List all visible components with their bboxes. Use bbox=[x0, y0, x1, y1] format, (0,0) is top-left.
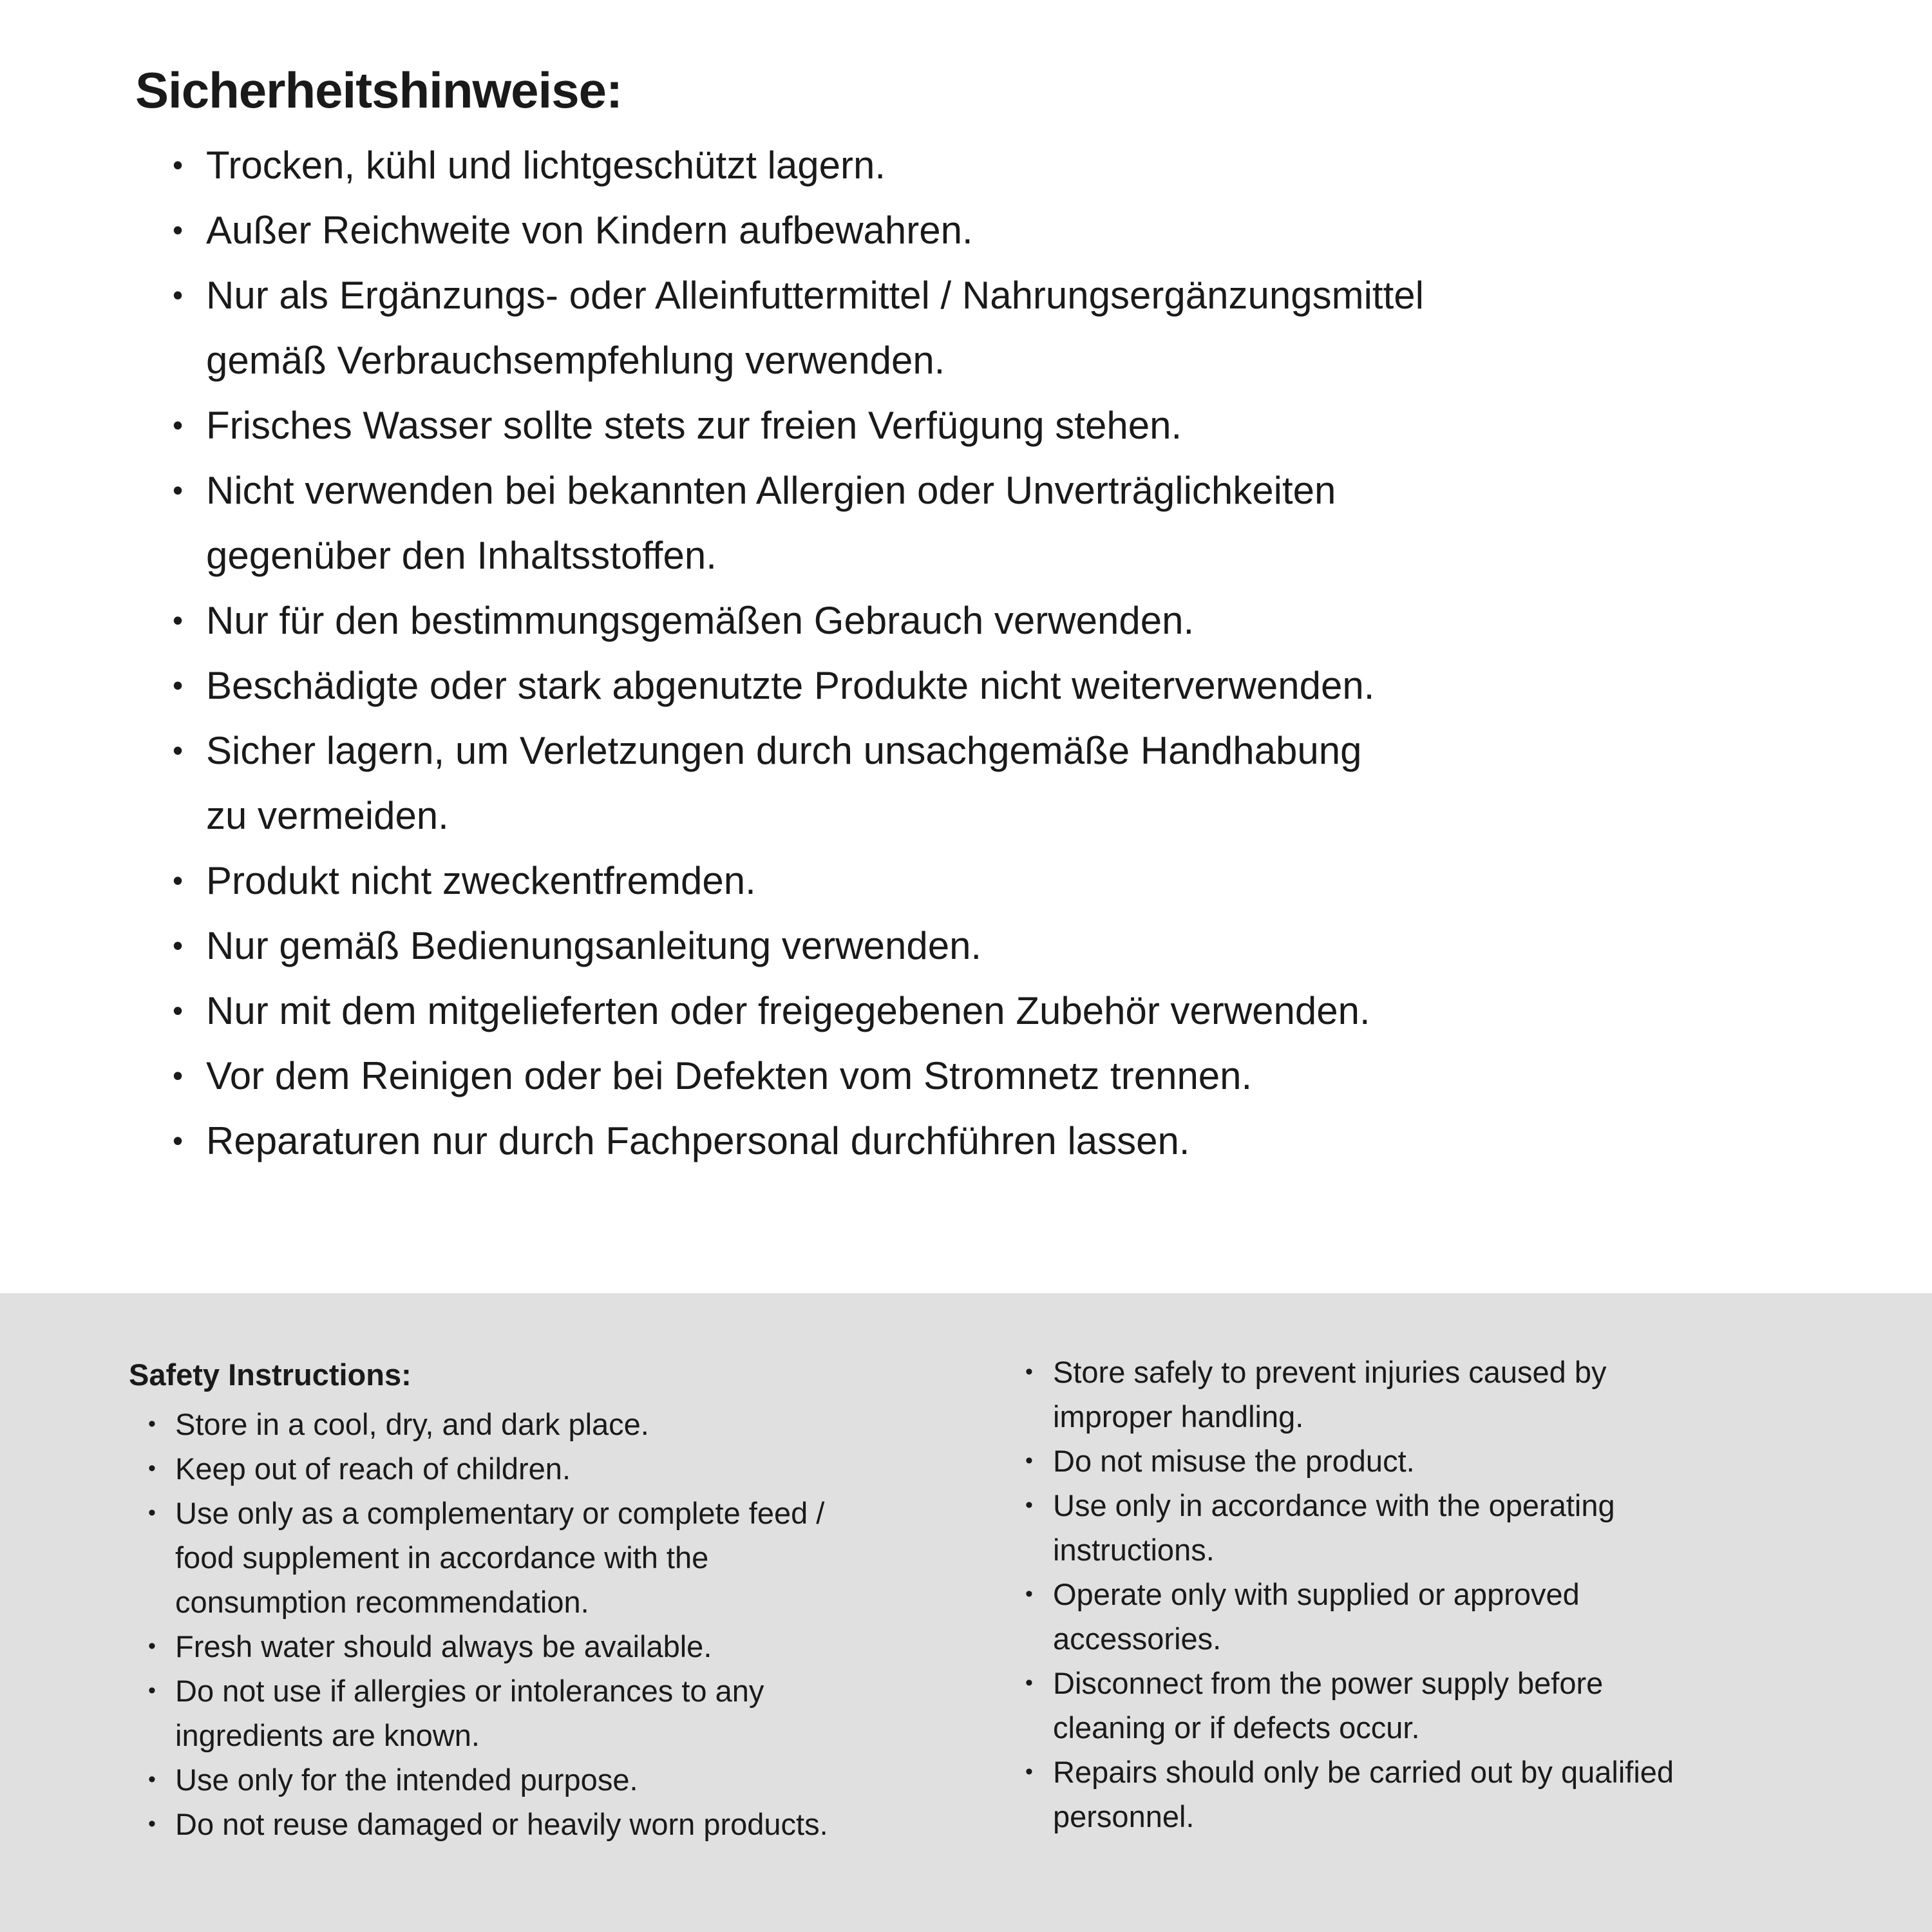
list-item-line: food supplement in accordance with the bbox=[175, 1540, 709, 1575]
list-item-line: • Fresh water should always be available. bbox=[175, 1629, 712, 1663]
list-item-line: • Use only in accordance with the operating bbox=[1053, 1488, 1615, 1522]
list-item bbox=[135, 263, 1932, 393]
list-item bbox=[135, 458, 1932, 588]
german-section-title: Sicherheitshinweise: bbox=[135, 62, 622, 118]
english-safety-list-left bbox=[129, 1402, 1005, 1846]
english-left-column bbox=[0, 1350, 1005, 1846]
list-item bbox=[1005, 1439, 1932, 1483]
list-item bbox=[129, 1402, 1005, 1446]
list-item-line: • Store safely to prevent injuries caused by bbox=[1053, 1355, 1607, 1389]
list-item-line: • Use only for the intended purpose. bbox=[175, 1763, 638, 1797]
list-item-line: • Vor dem Reinigen oder bei Defekten vom Stromnetz trennen. bbox=[206, 1054, 1253, 1097]
list-item bbox=[135, 588, 1932, 653]
list-item bbox=[1005, 1750, 1932, 1839]
list-item-line: • Keep out of reach of children. bbox=[175, 1452, 571, 1486]
english-right-column bbox=[1005, 1350, 1932, 1839]
list-item bbox=[135, 848, 1932, 913]
list-item bbox=[129, 1669, 1005, 1757]
list-item-line: • Disconnect from the power supply before bbox=[1053, 1666, 1604, 1700]
list-item-line: • Beschädigte oder stark abgenutzte Produkte nicht weiterverwenden. bbox=[206, 664, 1375, 707]
list-item-line: • Reparaturen nur durch Fachpersonal durchführen lassen. bbox=[206, 1119, 1190, 1162]
list-item bbox=[129, 1624, 1005, 1669]
list-item-line: improper handling. bbox=[1053, 1399, 1304, 1434]
list-item-line: zu vermeiden. bbox=[206, 794, 449, 837]
list-item bbox=[129, 1491, 1005, 1624]
list-item-line: ingredients are known. bbox=[175, 1718, 480, 1752]
list-item-line: • Sicher lagern, um Verletzungen durch unsachgemäße Handhabung bbox=[206, 729, 1362, 772]
list-item bbox=[135, 198, 1932, 263]
list-item bbox=[135, 653, 1932, 718]
list-item-line: instructions. bbox=[1053, 1533, 1215, 1567]
list-item bbox=[129, 1802, 1005, 1846]
list-item-line: • Do not reuse damaged or heavily worn products. bbox=[175, 1807, 828, 1841]
list-item bbox=[135, 718, 1932, 848]
list-item bbox=[1005, 1350, 1932, 1439]
list-item-line: consumption recommendation. bbox=[175, 1585, 589, 1619]
list-item-line: • Store in a cool, dry, and dark place. bbox=[175, 1407, 649, 1441]
list-item-line: • Nur mit dem mitgelieferten oder freigegebenen Zubehör verwenden. bbox=[206, 989, 1370, 1032]
list-item-line: cleaning or if defects occur. bbox=[1053, 1710, 1420, 1745]
list-item-line: • Operate only with supplied or approved bbox=[1053, 1577, 1580, 1611]
list-item bbox=[135, 913, 1932, 978]
list-item-line: • Use only as a complementary or complete feed / bbox=[175, 1496, 825, 1530]
list-item-line: • Produkt nicht zweckentfremden. bbox=[206, 859, 756, 902]
list-item bbox=[135, 393, 1932, 458]
list-item-line: • Repairs should only be carried out by qualified bbox=[1053, 1755, 1674, 1789]
english-safety-section bbox=[0, 1293, 1932, 1932]
list-item bbox=[1005, 1661, 1932, 1750]
list-item-line: gemäß Verbrauchsempfehlung verwenden. bbox=[206, 339, 945, 382]
list-item-line: • Nur als Ergänzungs- oder Alleinfuttermittel / Nahrungsergänzungsmittel bbox=[206, 274, 1424, 317]
list-item-line: accessories. bbox=[1053, 1622, 1222, 1656]
list-item-line: • Nicht verwenden bei bekannten Allergien oder Unverträglichkeiten bbox=[206, 469, 1336, 512]
list-item-line: • Do not misuse the product. bbox=[1053, 1444, 1415, 1478]
list-item-line: • Nur für den bestimmungsgemäßen Gebrauch verwenden. bbox=[206, 599, 1195, 642]
list-item bbox=[135, 978, 1932, 1043]
list-item-line: gegenüber den Inhaltsstoffen. bbox=[206, 534, 717, 577]
english-safety-list-right bbox=[1005, 1350, 1932, 1839]
list-item bbox=[129, 1757, 1005, 1802]
list-item bbox=[1005, 1572, 1932, 1661]
list-item bbox=[129, 1446, 1005, 1491]
list-item-line: • Nur gemäß Bedienungsanleitung verwenden. bbox=[206, 924, 982, 967]
list-item bbox=[135, 1043, 1932, 1108]
list-item-line: • Trocken, kühl und lichtgeschützt lagern. bbox=[206, 144, 886, 187]
list-item bbox=[135, 1108, 1932, 1173]
list-item bbox=[1005, 1483, 1932, 1572]
list-item-line: • Außer Reichweite von Kindern aufbewahren. bbox=[206, 209, 973, 252]
list-item bbox=[135, 133, 1932, 198]
list-item-line: personnel. bbox=[1053, 1799, 1195, 1833]
english-section-title: Safety Instructions: bbox=[129, 1358, 412, 1392]
list-item-line: • Frisches Wasser sollte stets zur freien Verfügung stehen. bbox=[206, 404, 1182, 447]
list-item-line: • Do not use if allergies or intolerances to any bbox=[175, 1674, 764, 1708]
german-safety-list bbox=[135, 133, 1932, 1173]
